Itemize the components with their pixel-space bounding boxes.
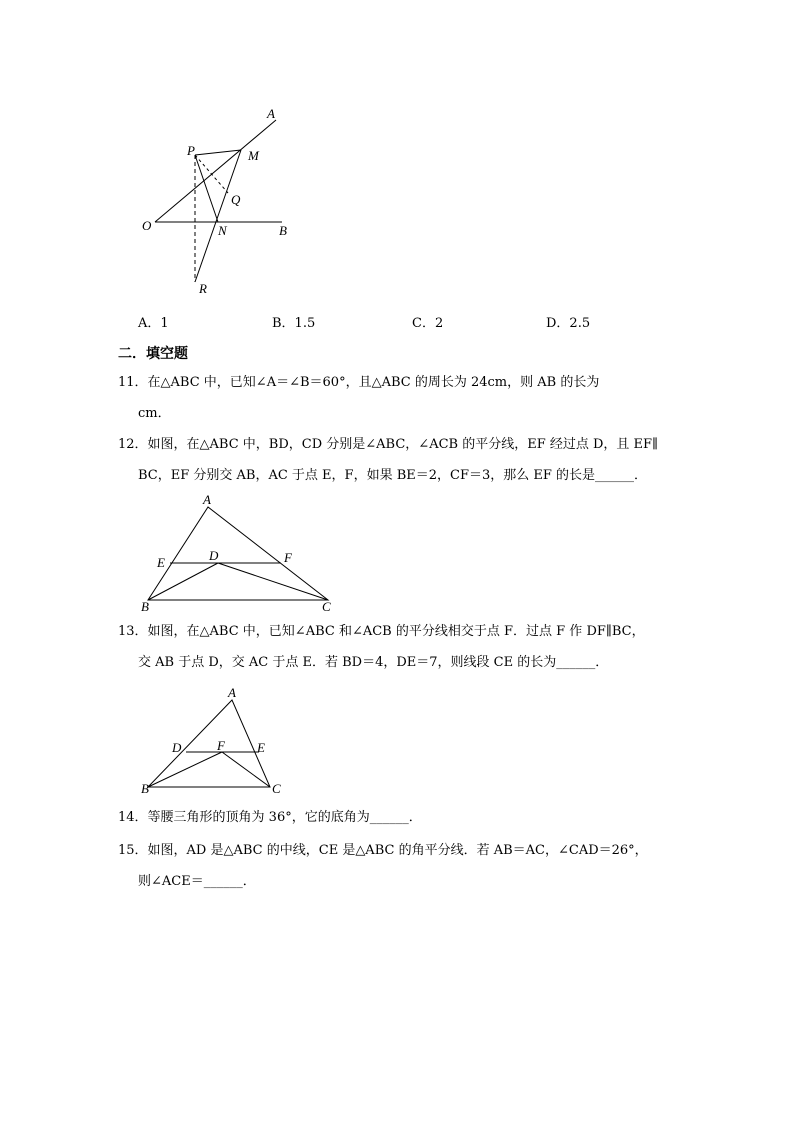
segment-bf <box>148 752 222 787</box>
ray-oa <box>155 120 276 222</box>
label-c: C <box>272 781 281 796</box>
segment-pq-dashed <box>195 155 228 193</box>
label-e: E <box>257 740 265 755</box>
section-title: 二．填空题 <box>118 346 188 362</box>
question-11-line-1: 11．在△ABC 中，已知∠A＝∠B＝60°，且△ABC 的周长为 24cm，则 AB 的长为 <box>118 375 600 390</box>
segment-pn <box>195 155 218 222</box>
question-13-line-1: 13．如图，在△ABC 中，已知∠ABC 和∠ACB 的平分线相交于点 F．过点 F 作 DF∥BC， <box>118 624 645 639</box>
label-b: B <box>279 223 287 238</box>
question-12-line-1: 12．如图，在△ABC 中，BD，CD 分别是∠ABC，∠ACB 的平分线，EF 经过点 D，且 EF∥ <box>118 437 659 452</box>
figure-q12 <box>136 492 336 616</box>
segment-dc <box>218 563 328 600</box>
question-13-line-2: 交 AB 于点 D，交 AC 于点 E．若 BD＝4，DE＝7，则线段 CE 的长为______． <box>138 655 609 670</box>
label-q: Q <box>231 192 241 207</box>
choice-a: A．1 <box>138 316 169 331</box>
label-b: B <box>141 781 149 796</box>
question-14-line-1: 14．等腰三角形的顶角为 36°，它的底角为______． <box>118 810 422 825</box>
segment-mr <box>195 150 241 282</box>
label-n: N <box>218 223 227 238</box>
figure-q10 <box>130 100 300 300</box>
label-d: D <box>172 740 182 755</box>
choice-b: B．1.5 <box>272 316 316 331</box>
label-e: E <box>157 555 165 570</box>
choice-c: C．2 <box>412 316 444 331</box>
question-11-line-2: cm． <box>138 406 171 421</box>
segment-pm <box>195 150 241 155</box>
label-a: A <box>267 106 275 121</box>
label-a: A <box>228 685 236 700</box>
label-d: D <box>209 548 219 563</box>
question-15-line-1: 15．如图，AD 是△ABC 的中线，CE 是△ABC 的角平分线．若 AB＝AC，∠CAD＝26°， <box>118 843 648 858</box>
choice-d: D．2.5 <box>546 316 591 331</box>
label-p: P <box>187 143 195 158</box>
question-15-line-2: 则∠ACE＝______． <box>138 874 256 889</box>
label-f: F <box>284 550 292 565</box>
label-b: B <box>141 599 149 614</box>
label-a: A <box>203 492 211 507</box>
label-r: R <box>199 281 207 296</box>
figure-q13 <box>136 682 286 798</box>
label-f: F <box>217 738 225 753</box>
label-o: O <box>142 218 152 233</box>
question-12-line-2: BC，EF 分别交 AB，AC 于点 E，F，如果 BE＝2，CF＝3，那么 EF 的长是______． <box>138 468 648 483</box>
label-c: C <box>322 599 331 614</box>
label-m: M <box>248 148 259 163</box>
